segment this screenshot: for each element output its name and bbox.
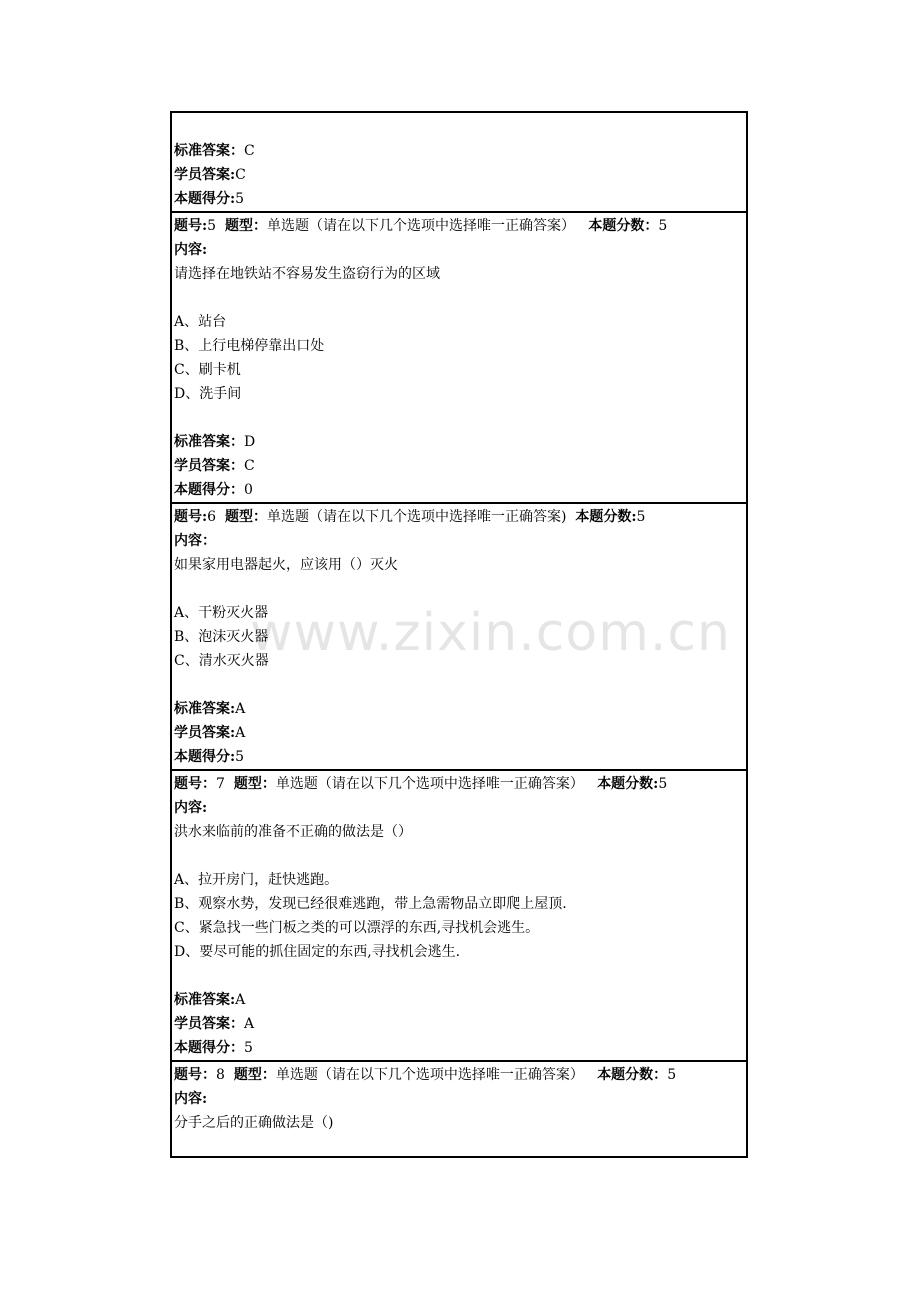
standard-answer: 标准答案：C [174, 143, 255, 159]
question-text: 如果家用电器起火，应该用（）灭火 [174, 557, 398, 573]
content-label: 内容: [174, 800, 208, 816]
option-b: B、泡沫灭火器 [174, 629, 269, 645]
option-c: C、紧急找一些门板之类的可以漂浮的东西,寻找机会逃生。 [174, 920, 540, 936]
question-text: 请选择在地铁站不容易发生盗窃行为的区域 [174, 266, 440, 282]
question-score: 本题得分：0 [174, 482, 253, 498]
question-header: 题号：8 题型：单选题（请在以下几个选项中选择唯一正确答案） 本题分数：5 [174, 1067, 677, 1083]
content-label: 内容: [174, 242, 208, 258]
standard-answer: 标准答案:A [174, 992, 246, 1008]
question-text: 洪水来临前的准备不正确的做法是（） [174, 824, 412, 840]
standard-answer: 标准答案:A [174, 701, 246, 717]
question-header: 题号：7 题型：单选题（请在以下几个选项中选择唯一正确答案） 本题分数:5 [174, 776, 668, 792]
student-answer: 学员答案:C [174, 167, 246, 183]
content-label: 内容: [174, 1091, 208, 1107]
question-score: 本题得分:5 [174, 749, 245, 765]
student-answer: 学员答案：A [174, 1016, 255, 1032]
standard-answer: 标准答案：D [174, 434, 256, 450]
option-b: B、上行电梯停靠出口处 [174, 338, 325, 354]
student-answer: 学员答案:A [174, 725, 246, 741]
option-d: D、洗手间 [174, 386, 242, 402]
question-text: 分手之后的正确做法是（) [174, 1115, 334, 1131]
option-a: A、拉开房门，赶快逃跑。 [174, 872, 339, 888]
question-header: 题号:5 题型：单选题（请在以下几个选项中选择唯一正确答案） 本题分数：5 [174, 218, 668, 234]
question-5 [172, 211, 746, 502]
question-8 [172, 1060, 746, 1156]
option-d: D、要尽可能的抓住固定的东西,寻找机会逃生. [174, 944, 461, 960]
question-score: 本题得分：5 [174, 1040, 253, 1056]
option-c: C、刷卡机 [174, 362, 241, 378]
question-7 [172, 769, 746, 1060]
option-a: A、干粉灭火器 [174, 605, 269, 621]
content-label: 内容： [174, 533, 216, 549]
question-header: 题号:6 题型：单选题（请在以下几个选项中选择唯一正确答案) 本题分数:5 [174, 509, 646, 525]
option-c: C、清水灭火器 [174, 653, 269, 669]
option-a: A、站台 [174, 314, 227, 330]
option-b: B、观察水势，发现已经很难逃跑，带上急需物品立即爬上屋顶. [174, 896, 567, 912]
question-score: 本题得分:5 [174, 191, 245, 207]
question-4-result [172, 113, 746, 211]
watermark: www.zixin.com.cn [250, 603, 731, 663]
student-answer: 学员答案：C [174, 458, 255, 474]
